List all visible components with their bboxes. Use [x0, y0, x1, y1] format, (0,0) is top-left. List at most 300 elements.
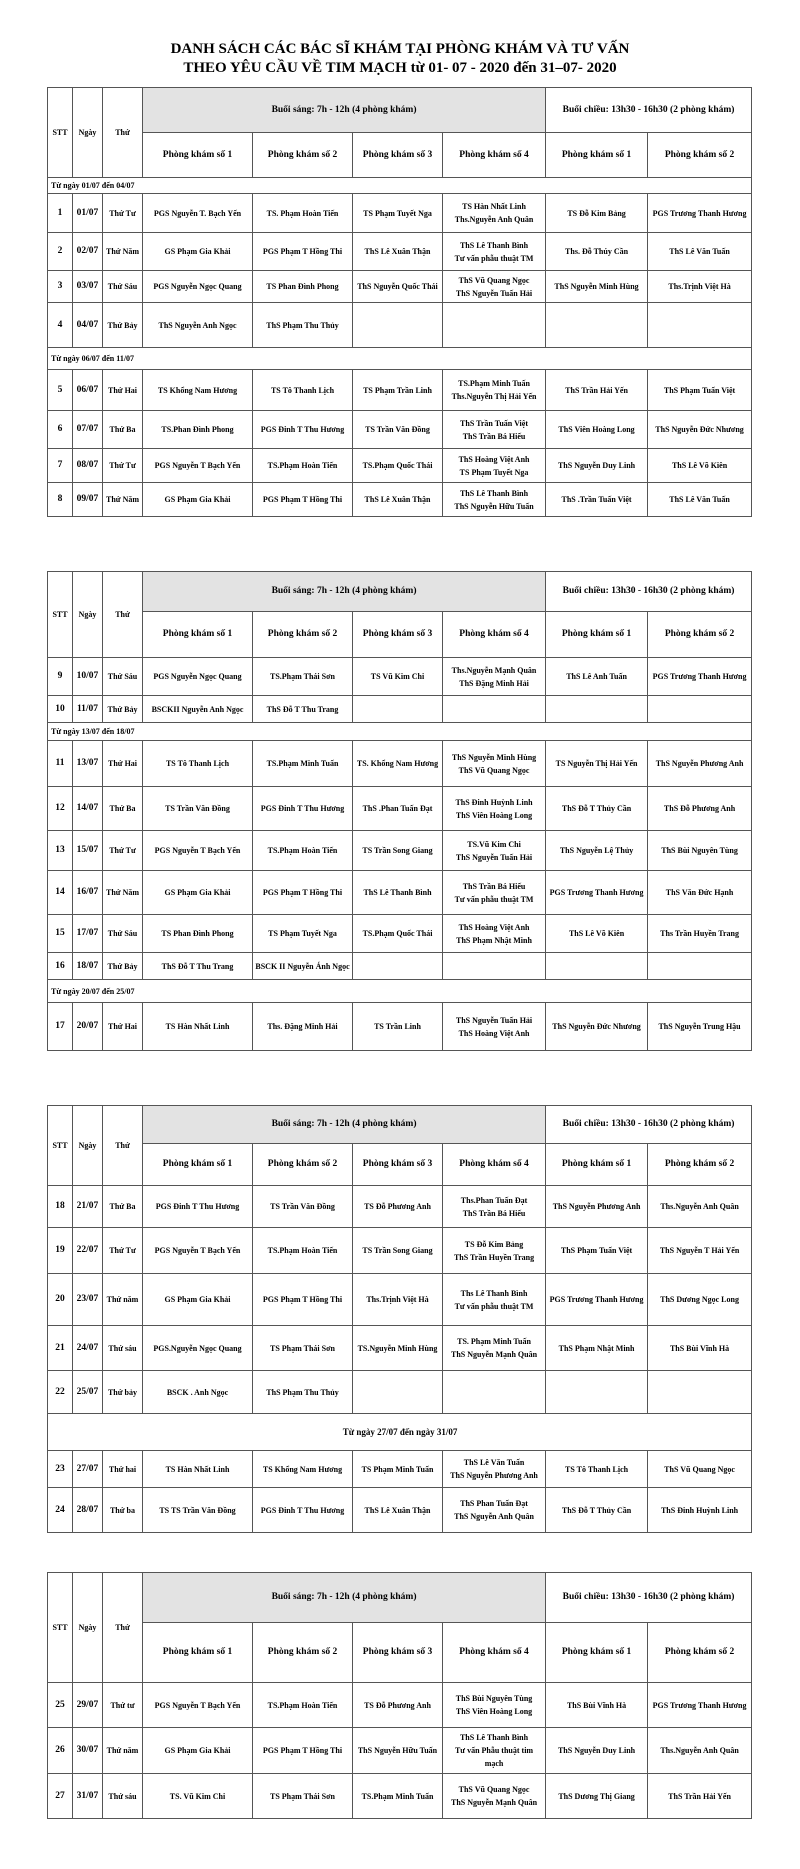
cell-date: 23/07 [73, 1274, 103, 1326]
cell-doctor: ThS Nguyễn Đức Nhương [648, 411, 752, 449]
header-room: Phòng khám số 2 [253, 1623, 353, 1683]
header-row [48, 1106, 752, 1144]
cell-doctor [353, 953, 443, 980]
cell-weekday: Thứ Hai [103, 1003, 143, 1051]
cell-doctor: TS.Vũ Kim Chi ThS Nguyễn Tuấn Hải [443, 831, 546, 871]
cell-stt: 27 [48, 1774, 73, 1819]
header-rooms-row [48, 133, 752, 178]
cell-doctor: PGS Phạm T Hồng Thi [253, 483, 353, 517]
cell-doctor: Ths.Nguyễn Mạnh Quân ThS Đặng Minh Hải [443, 658, 546, 696]
cell-weekday: Thứ sáu [103, 1774, 143, 1819]
cell-doctor: ThS Bùi Vĩnh Hà [648, 1326, 752, 1371]
cell-doctor: Ths. Đỗ Thúy Cần [546, 233, 648, 271]
header-row [48, 572, 752, 612]
cell-date: 07/07 [73, 411, 103, 449]
cell-doctor: TS Đỗ Phương Anh [353, 1186, 443, 1228]
table-row [48, 1774, 752, 1819]
cell-weekday: Thứ Sáu [103, 271, 143, 303]
cell-doctor: TS.Phạm Hoàn Tiến [253, 1228, 353, 1274]
table-row [48, 1728, 752, 1774]
cell-date: 18/07 [73, 953, 103, 980]
cell-doctor: ThS Vũ Quang Ngọc ThS Nguyễn Tuấn Hải [443, 271, 546, 303]
header-room: Phòng khám số 3 [353, 1144, 443, 1186]
cell-date: 08/07 [73, 449, 103, 483]
cell-doctor: ThS Vũ Quang Ngọc [648, 1451, 752, 1488]
cell-stt: 20 [48, 1274, 73, 1326]
table-row [48, 1488, 752, 1533]
table-row [48, 1228, 752, 1274]
cell-doctor: PGS Đinh T Thu Hương [253, 787, 353, 831]
header-room: Phòng khám số 2 [648, 612, 752, 658]
cell-stt: 19 [48, 1228, 73, 1274]
header-room: Phòng khám số 1 [143, 1144, 253, 1186]
header-room: Phòng khám số 2 [648, 133, 752, 178]
cell-stt: 10 [48, 696, 73, 723]
cell-date: 01/07 [73, 194, 103, 233]
cell-doctor: TS.Phạm Thái Sơn [253, 658, 353, 696]
cell-weekday: Thứ sáu [103, 1326, 143, 1371]
header-morning-session: Buổi sáng: 7h - 12h (4 phòng khám) [143, 1573, 546, 1623]
cell-doctor: TS. Phạm Minh Tuấn ThS Nguyễn Mạnh Quân [443, 1326, 546, 1371]
cell-stt: 5 [48, 370, 73, 411]
cell-doctor: TS Đỗ Kim Bảng [546, 194, 648, 233]
cell-doctor: ThS Lê Xuân Thận [353, 1488, 443, 1533]
cell-doctor: ThS Đinh Huỳnh Linh [648, 1488, 752, 1533]
cell-date: 17/07 [73, 915, 103, 953]
table-row [48, 953, 752, 980]
header-room: Phòng khám số 2 [253, 1144, 353, 1186]
cell-stt: 9 [48, 658, 73, 696]
cell-doctor: ThS Nguyễn Phương Anh [648, 741, 752, 787]
cell-weekday: Thứ Bảy [103, 696, 143, 723]
cell-weekday: Thứ năm [103, 1274, 143, 1326]
cell-doctor [546, 953, 648, 980]
cell-doctor: ThS Phạm Tuấn Việt [546, 1228, 648, 1274]
cell-weekday: Thứ Sáu [103, 915, 143, 953]
header-weekday: Thứ [103, 1573, 143, 1683]
table-row [48, 1003, 752, 1051]
cell-doctor: ThS Lê Võ Kiên [648, 449, 752, 483]
cell-doctor: ThS Hoàng Việt Anh TS Phạm Tuyết Nga [443, 449, 546, 483]
cell-doctor: Ths Lê Thanh Bình Tư vấn phẫu thuật TM [443, 1274, 546, 1326]
week-range-label: Từ ngày 13/07 đến 18/07 [48, 723, 752, 741]
header-stt: STT [48, 1573, 73, 1683]
header-morning-session: Buổi sáng: 7h - 12h (4 phòng khám) [143, 1106, 546, 1144]
cell-date: 28/07 [73, 1488, 103, 1533]
header-room: Phòng khám số 1 [546, 1623, 648, 1683]
table-row [48, 303, 752, 348]
cell-stt: 14 [48, 871, 73, 915]
cell-doctor: GS Phạm Gia Khải [143, 483, 253, 517]
cell-weekday: Thứ Ba [103, 787, 143, 831]
cell-doctor: ThS Đỗ T Thủy Cần [546, 1488, 648, 1533]
week-range-label: Từ ngày 27/07 đến ngày 31/07 [48, 1414, 752, 1451]
table-row [48, 1186, 752, 1228]
cell-weekday: Thứ Hai [103, 370, 143, 411]
cell-doctor: ThS Nguyễn Minh Hùng [546, 271, 648, 303]
cell-doctor: ThS Nguyễn Trung Hậu [648, 1003, 752, 1051]
cell-doctor [353, 1371, 443, 1414]
table-row [48, 658, 752, 696]
cell-doctor: PGS Đinh T Thu Hương [253, 1488, 353, 1533]
cell-doctor: ThS Đỗ T Thu Trang [143, 953, 253, 980]
cell-doctor: TS TS Trần Văn Đồng [143, 1488, 253, 1533]
cell-date: 24/07 [73, 1326, 103, 1371]
cell-stt: 13 [48, 831, 73, 871]
cell-doctor: TS.Phạm Hoàn Tiến [253, 449, 353, 483]
cell-doctor: ThS Bùi Nguyên Tùng ThS Viên Hoàng Long [443, 1683, 546, 1728]
table-row [48, 271, 752, 303]
cell-date: 31/07 [73, 1774, 103, 1819]
cell-stt: 3 [48, 271, 73, 303]
cell-date: 13/07 [73, 741, 103, 787]
cell-doctor: ThS Nguyễn Đức Nhương [546, 1003, 648, 1051]
cell-doctor: GS Phạm Gia Khải [143, 871, 253, 915]
cell-doctor: ThS Lê Thanh Bình ThS Nguyễn Hữu Tuấn [443, 483, 546, 517]
header-date: Ngày [73, 1573, 103, 1683]
cell-doctor: ThS Nguyễn Phương Anh [546, 1186, 648, 1228]
cell-weekday: Thứ Năm [103, 483, 143, 517]
cell-doctor: TS Phạm Tuyết Nga [253, 915, 353, 953]
cell-stt: 12 [48, 787, 73, 831]
header-room: Phòng khám số 2 [648, 1144, 752, 1186]
header-room: Phòng khám số 1 [143, 612, 253, 658]
cell-doctor: ThS Trần Bá Hiếu Tư vấn phẫu thuật TM [443, 871, 546, 915]
cell-doctor: TS Tô Thanh Lịch [143, 741, 253, 787]
cell-date: 09/07 [73, 483, 103, 517]
cell-doctor: GS Phạm Gia Khải [143, 233, 253, 271]
cell-doctor: PGS Trương Thanh Hương [648, 194, 752, 233]
cell-doctor: ThS Nguyễn Hữu Tuấn [353, 1728, 443, 1774]
cell-doctor: TS.Phạm Minh Tuấn [353, 1774, 443, 1819]
table-row [48, 1371, 752, 1414]
cell-weekday: Thứ tư [103, 1683, 143, 1728]
cell-stt: 11 [48, 741, 73, 787]
cell-doctor: ThS Viên Hoàng Long [546, 411, 648, 449]
header-date: Ngày [73, 1106, 103, 1186]
header-morning-session: Buổi sáng: 7h - 12h (4 phòng khám) [143, 88, 546, 133]
cell-doctor: PGS Phạm T Hồng Thi [253, 1274, 353, 1326]
cell-doctor: TS Hàn Nhất Linh Ths.Nguyễn Anh Quân [443, 194, 546, 233]
cell-doctor: TS Phạm Thái Sơn [253, 1774, 353, 1819]
cell-doctor: ThS Lê Thanh Bình Tư vấn Phẫu thuật tim mạch [443, 1728, 546, 1774]
section-row [48, 723, 752, 741]
cell-doctor: TS Trần Văn Đồng [253, 1186, 353, 1228]
cell-doctor: BSCK II Nguyễn Ánh Ngọc [253, 953, 353, 980]
cell-doctor: ThS Đỗ T Thủy Cần [546, 787, 648, 831]
cell-doctor: PGS Nguyễn T Bạch Yến [143, 449, 253, 483]
cell-doctor: PGS Nguyễn T Bạch Yến [143, 1683, 253, 1728]
cell-date: 20/07 [73, 1003, 103, 1051]
cell-date: 29/07 [73, 1683, 103, 1728]
cell-stt: 7 [48, 449, 73, 483]
cell-weekday: Thứ Tư [103, 194, 143, 233]
header-date: Ngày [73, 88, 103, 178]
cell-doctor: PGS Trương Thanh Hương [546, 1274, 648, 1326]
cell-doctor: ThS Lê Xuân Thận [353, 483, 443, 517]
cell-doctor: TS.Phan Đình Phong [143, 411, 253, 449]
cell-doctor: ThS Lê Xuân Thận [353, 233, 443, 271]
header-room: Phòng khám số 4 [443, 133, 546, 178]
cell-doctor: ThS Lê Võ Kiên [546, 915, 648, 953]
cell-doctor [648, 696, 752, 723]
header-afternoon-session: Buổi chiều: 13h30 - 16h30 (2 phòng khám) [546, 88, 752, 133]
header-room: Phòng khám số 3 [353, 133, 443, 178]
cell-weekday: Thứ hai [103, 1451, 143, 1488]
cell-weekday: Thứ Tư [103, 1228, 143, 1274]
cell-doctor: ThS Dương Ngọc Long [648, 1274, 752, 1326]
header-row [48, 1573, 752, 1623]
cell-doctor: TS Trần Văn Đồng [353, 411, 443, 449]
cell-stt: 17 [48, 1003, 73, 1051]
cell-stt: 1 [48, 194, 73, 233]
cell-date: 02/07 [73, 233, 103, 271]
cell-doctor [648, 1371, 752, 1414]
cell-doctor: TS Hàn Nhất Linh [143, 1003, 253, 1051]
header-rooms-row [48, 1144, 752, 1186]
cell-weekday: Thứ Ba [103, 1186, 143, 1228]
cell-doctor: ThS Hoàng Việt Anh ThS Phạm Nhật Minh [443, 915, 546, 953]
cell-stt: 22 [48, 1371, 73, 1414]
cell-doctor [443, 303, 546, 348]
cell-stt: 24 [48, 1488, 73, 1533]
header-room: Phòng khám số 3 [353, 1623, 443, 1683]
schedule-table [47, 571, 752, 1051]
cell-doctor: ThS Bùi Nguyên Tùng [648, 831, 752, 871]
cell-doctor: ThS Phạm Tuấn Việt [648, 370, 752, 411]
cell-stt: 26 [48, 1728, 73, 1774]
cell-doctor: TS.Phạm Hoàn Tiến [253, 1683, 353, 1728]
cell-date: 15/07 [73, 831, 103, 871]
header-room: Phòng khám số 4 [443, 1623, 546, 1683]
cell-weekday: Thứ Hai [103, 741, 143, 787]
cell-stt: 18 [48, 1186, 73, 1228]
cell-stt: 4 [48, 303, 73, 348]
cell-doctor: ThS Nguyễn Minh Hùng ThS Vũ Quang Ngọc [443, 741, 546, 787]
week-range-label: Từ ngày 20/07 đến 25/07 [48, 980, 752, 1003]
header-room: Phòng khám số 4 [443, 612, 546, 658]
table-row [48, 787, 752, 831]
cell-doctor: ThS Trần Hải Yến [648, 1774, 752, 1819]
cell-doctor: TS.Phạm Minh Tuấn [253, 741, 353, 787]
cell-doctor: ThS Vũ Quang Ngọc ThS Nguyễn Mạnh Quân [443, 1774, 546, 1819]
cell-doctor: PGS Phạm T Hồng Thi [253, 1728, 353, 1774]
cell-doctor: TS Khổng Nam Hương [253, 1451, 353, 1488]
cell-weekday: Thứ ba [103, 1488, 143, 1533]
schedule-table [47, 1572, 752, 1819]
cell-doctor: PGS Nguyễn T. Bạch Yến [143, 194, 253, 233]
cell-stt: 25 [48, 1683, 73, 1728]
cell-doctor: TS Trần Linh [353, 1003, 443, 1051]
header-room: Phòng khám số 1 [143, 133, 253, 178]
cell-doctor: ThS Phan Tuấn Đạt ThS Nguyễn Anh Quân [443, 1488, 546, 1533]
cell-stt: 23 [48, 1451, 73, 1488]
cell-doctor: TS Phạm Minh Tuấn [353, 1451, 443, 1488]
table-row [48, 831, 752, 871]
cell-date: 22/07 [73, 1228, 103, 1274]
header-row [48, 88, 752, 133]
document-title [0, 40, 800, 78]
cell-doctor: PGS Trương Thanh Hương [648, 1683, 752, 1728]
cell-date: 03/07 [73, 271, 103, 303]
table-row [48, 696, 752, 723]
header-weekday: Thứ [103, 88, 143, 178]
cell-doctor: TS.Phạm Hoàn Tiến [253, 831, 353, 871]
cell-doctor: PGS Trương Thanh Hương [546, 871, 648, 915]
cell-doctor: ThS Nguyễn Tuấn Hải ThS Hoàng Việt Anh [443, 1003, 546, 1051]
cell-doctor: ThS Bùi Vĩnh Hà [546, 1683, 648, 1728]
cell-doctor: ThS Lê Anh Tuấn [546, 658, 648, 696]
cell-doctor: Ths.Nguyễn Anh Quân [648, 1728, 752, 1774]
cell-doctor: TS Tô Thanh Lịch [253, 370, 353, 411]
cell-date: 10/07 [73, 658, 103, 696]
cell-doctor: ThS Lê Thanh Bình Tư vấn phẫu thuật TM [443, 233, 546, 271]
cell-date: 25/07 [73, 1371, 103, 1414]
cell-doctor: ThS Nguyễn Quốc Thái [353, 271, 443, 303]
header-room: Phòng khám số 1 [546, 612, 648, 658]
cell-doctor: ThS Đinh Huỳnh Linh ThS Viên Hoàng Long [443, 787, 546, 831]
cell-doctor: TS Phạm Tuyết Nga [353, 194, 443, 233]
table-row [48, 915, 752, 953]
cell-stt: 8 [48, 483, 73, 517]
cell-doctor: ThS Nguyễn T Hải Yến [648, 1228, 752, 1274]
cell-doctor: TS Trần Văn Đồng [143, 787, 253, 831]
title-line-1: DANH SÁCH CÁC BÁC SĨ KHÁM TẠI PHÒNG KHÁM VÀ TƯ VẤN [170, 41, 630, 57]
week-range-label: Từ ngày 06/07 đến 11/07 [48, 348, 752, 370]
cell-weekday: Thứ Bảy [103, 303, 143, 348]
cell-doctor: PGS Đinh T Thu Hương [253, 411, 353, 449]
cell-date: 27/07 [73, 1451, 103, 1488]
cell-doctor: GS Phạm Gia Khải [143, 1274, 253, 1326]
header-morning-session: Buổi sáng: 7h - 12h (4 phòng khám) [143, 572, 546, 612]
cell-date: 11/07 [73, 696, 103, 723]
cell-doctor: GS Phạm Gia Khải [143, 1728, 253, 1774]
cell-doctor: TS Hàn Nhất Linh [143, 1451, 253, 1488]
cell-doctor: ThS Trần Hải Yến [546, 370, 648, 411]
cell-doctor: ThS Lê Văn Tuấn [648, 233, 752, 271]
cell-doctor: ThS Văn Đức Hạnh [648, 871, 752, 915]
header-room: Phòng khám số 2 [253, 133, 353, 178]
cell-doctor: TS Đỗ Phương Anh [353, 1683, 443, 1728]
header-afternoon-session: Buổi chiều: 13h30 - 16h30 (2 phòng khám) [546, 1106, 752, 1144]
table-row [48, 1326, 752, 1371]
cell-doctor: Ths.Trịnh Việt Hà [353, 1274, 443, 1326]
cell-doctor: PGS Đinh T Thu Hương [143, 1186, 253, 1228]
cell-weekday: Thứ năm [103, 1728, 143, 1774]
section-row [48, 980, 752, 1003]
cell-weekday: Thứ Bảy [103, 953, 143, 980]
header-stt: STT [48, 572, 73, 658]
cell-weekday: Thứ Tư [103, 831, 143, 871]
cell-doctor [353, 696, 443, 723]
cell-weekday: Thứ Năm [103, 871, 143, 915]
cell-doctor: TS Đỗ Kim Bảng ThS Trần Huyền Trang [443, 1228, 546, 1274]
cell-doctor [648, 303, 752, 348]
cell-doctor: PGS Nguyễn T Bạch Yến [143, 831, 253, 871]
cell-weekday: Thứ bảy [103, 1371, 143, 1414]
header-rooms-row [48, 1623, 752, 1683]
cell-stt: 2 [48, 233, 73, 271]
header-weekday: Thứ [103, 1106, 143, 1186]
cell-doctor: BSCKII Nguyễn Anh Ngọc [143, 696, 253, 723]
cell-doctor: ThS .Phan Tuấn Đạt [353, 787, 443, 831]
cell-doctor: ThS Nguyễn Anh Ngọc [143, 303, 253, 348]
header-stt: STT [48, 88, 73, 178]
cell-stt: 15 [48, 915, 73, 953]
cell-date: 14/07 [73, 787, 103, 831]
cell-doctor: ThS Lê Thanh Bình [353, 871, 443, 915]
header-room: Phòng khám số 2 [648, 1623, 752, 1683]
cell-doctor: ThS .Trần Tuấn Việt [546, 483, 648, 517]
cell-doctor: PGS Nguyễn T Bạch Yến [143, 1228, 253, 1274]
header-room: Phòng khám số 1 [546, 1144, 648, 1186]
cell-doctor: ThS Phạm Nhật Minh [546, 1326, 648, 1371]
cell-doctor: TS. Vũ Kim Chi [143, 1774, 253, 1819]
cell-date: 06/07 [73, 370, 103, 411]
table-row [48, 233, 752, 271]
cell-doctor: TS Tô Thanh Lịch [546, 1451, 648, 1488]
cell-doctor: Ths.Nguyễn Anh Quân [648, 1186, 752, 1228]
cell-doctor: ThS Lê Văn Tuấn [648, 483, 752, 517]
cell-doctor: Ths.Phan Tuấn Đạt ThS Trần Bá Hiếu [443, 1186, 546, 1228]
cell-doctor: ThS Lê Văn Tuấn ThS Nguyễn Phương Anh [443, 1451, 546, 1488]
cell-date: 30/07 [73, 1728, 103, 1774]
cell-doctor: PGS Phạm T Hồng Thi [253, 233, 353, 271]
table-row [48, 1274, 752, 1326]
cell-doctor: TS Phạm Thái Sơn [253, 1326, 353, 1371]
cell-doctor: ThS Phạm Thu Thủy [253, 303, 353, 348]
schedule-table [47, 1105, 752, 1533]
cell-doctor: ThS Phạm Thu Thủy [253, 1371, 353, 1414]
cell-weekday: Thứ Năm [103, 233, 143, 271]
header-stt: STT [48, 1106, 73, 1186]
cell-date: 21/07 [73, 1186, 103, 1228]
header-room: Phòng khám số 1 [546, 133, 648, 178]
table-row [48, 741, 752, 787]
section-row [48, 348, 752, 370]
cell-doctor [443, 696, 546, 723]
table-row [48, 1451, 752, 1488]
cell-doctor: TS.Phạm Quốc Thái [353, 449, 443, 483]
cell-doctor: BSCK . Anh Ngọc [143, 1371, 253, 1414]
cell-doctor: TS Nguyễn Thị Hải Yến [546, 741, 648, 787]
cell-doctor: TS Phan Đình Phong [143, 915, 253, 953]
cell-date: 16/07 [73, 871, 103, 915]
cell-doctor: TS. Khổng Nam Hương [353, 741, 443, 787]
cell-date: 04/07 [73, 303, 103, 348]
cell-doctor [443, 953, 546, 980]
cell-weekday: Thứ Sáu [103, 658, 143, 696]
schedule-table [47, 87, 752, 517]
table-row [48, 449, 752, 483]
table-row [48, 483, 752, 517]
cell-stt: 16 [48, 953, 73, 980]
cell-doctor: PGS Nguyễn Ngọc Quang [143, 658, 253, 696]
header-room: Phòng khám số 1 [143, 1623, 253, 1683]
cell-weekday: Thứ Ba [103, 411, 143, 449]
cell-doctor: TS.Phạm Quốc Thái [353, 915, 443, 953]
cell-doctor: PGS Phạm T Hồng Thi [253, 871, 353, 915]
cell-doctor: TS Phạm Trần Linh [353, 370, 443, 411]
cell-doctor: TS Khổng Nam Hương [143, 370, 253, 411]
header-afternoon-session: Buổi chiều: 13h30 - 16h30 (2 phòng khám) [546, 572, 752, 612]
header-room: Phòng khám số 4 [443, 1144, 546, 1186]
header-afternoon-session: Buổi chiều: 13h30 - 16h30 (2 phòng khám) [546, 1573, 752, 1623]
cell-doctor [546, 696, 648, 723]
header-room: Phòng khám số 2 [253, 612, 353, 658]
cell-doctor: ThS Nguyễn Duy Linh [546, 449, 648, 483]
cell-doctor: PGS Nguyễn Ngọc Quang [143, 271, 253, 303]
